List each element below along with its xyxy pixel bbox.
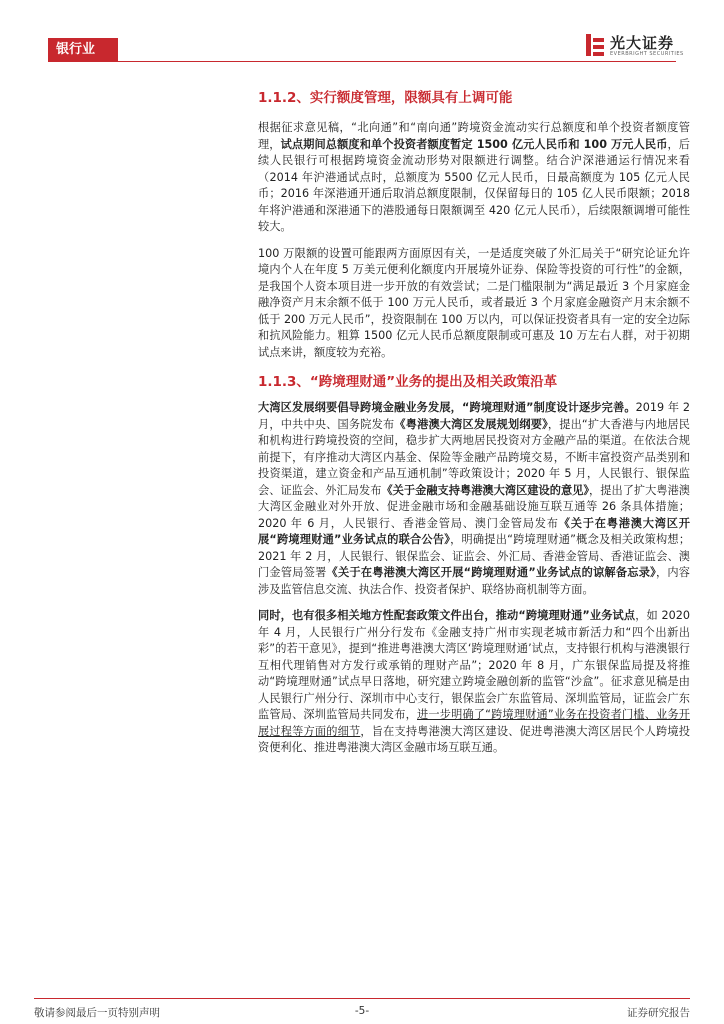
paragraph [258, 608, 690, 757]
text-run: ，明确提出“跨境理财通”概念及相关政策构想；2021 年 2 月，人民银行、银保监会、证监会、外汇局、香港金管局、香港证监会、澳门金管局签署 [258, 533, 691, 579]
page-header [0, 0, 724, 72]
brand-subtitle: EVERBRIGHT SECURITIES [610, 51, 684, 57]
text-run: 试点期间总额度和单个投资者额度暂定 1500 亿元人民币和 100 万元人民币 [280, 137, 668, 151]
text-run: 进一步明确了“跨境理财通”业务在投资者门槛、业务开展过程等方面的细节 [258, 708, 690, 738]
text-run: 《关于在粤港澳大湾区开展“跨境理财通”业务试点的谅解备忘录》 [326, 566, 656, 579]
text-run: ，内容涉及监管信息交流、执法合作、投资者保护、联络协商机制等方面。 [258, 566, 690, 596]
text-run: 根据征求意见稿，“北向通”和“南向通”跨境资金流动实行总额度和单个投资者额度管理， [258, 121, 690, 151]
text-run: 100 万限额的设置可能跟两方面原因有关，一是适度突破了外汇局关于“研究论证允许境内个人在年度 5 万美元便利化额度内开展境外证券、保险等投资的可行性”的金额，是我国个人资本项目进一步开放的有效尝试；二是门槛限制为“满足最近 3 个月家庭金融净资产月末余额不低于 100 万元人民币，或者最近 3 个月家庭金融资产月末余额不低于 200 万元人民币”，投资限制在 100 万以内，可以保证投资者具有一定的安全边际和抗风险能力。粗算 1500 亿元人民币总额度限制或可惠及 10 万左右人群，对于初期试点来讲，额度较为充裕。 [258, 246, 690, 359]
section-tag: 银行业 [48, 38, 118, 62]
brand-mark-icon [584, 32, 606, 58]
paragraph [258, 400, 690, 598]
text-run: 《关于金融支持粤港澳大湾区建设的意见》 [381, 483, 590, 497]
footer-divider [34, 998, 690, 999]
footer-report-type: 证券研究报告 [627, 1007, 690, 1019]
text-run: 《关于在粤港澳大湾区开展“跨境理财通”业务试点的联合公告》 [258, 516, 690, 546]
text-run: 同时，也有很多相关地方性配套政策文件出台，推动“跨境理财通”业务试点 [258, 609, 636, 622]
text-run: 2019 年 2 月，中共中央、国务院发布 [258, 401, 690, 431]
text-run: ，后续人民银行可根据跨境资金流动形势对限额进行调整。结合沪深港通运行情况来看（2014 年沪港通试点时，总额度为 5500 亿元人民币，日最高额度为 105 亿元人民币；2016 年深港通开通后取消总额度限制，仅保留每日的 105 亿人民币限额；2018 年将沪港通和深港通下的港股通每日限额调至 420 亿元人民币），后续限额调增可能性较大。 [258, 137, 690, 233]
text-run: ，如 2020 年 4 月，人民银行广州分行发布《金融支持广州市实现老城市新活力和“四个出新出彩”的若干意见》，提到“推进粤港澳大湾区‘跨境理财通’试点，支持银行机构与港澳银行互相代理销售对方发行或承销的理财产品”；2020 年 8 月，广东银保监局提及将推动“跨境理财通”试点早日落地，研究建立跨境金融创新的监管“沙盒”。征求意见稿是由人民银行广州分行、深圳市中心支行，银保监会广东监管局、深圳监管局，证监会广东监管局、深圳监管局共同发布， [258, 609, 690, 721]
brand-name: 光大证券 [610, 34, 675, 52]
brand-logo [584, 30, 684, 60]
text-run: 大湾区发展纲要倡导跨境金融业务发展，“跨境理财通”制度设计逐步完善。 [258, 401, 636, 414]
paragraph [258, 120, 690, 236]
section-heading-1-1-3: 1.1.3、“跨境理财通”业务的提出及相关政策沿革 [258, 374, 558, 390]
text-run: ，旨在支持粤港澳大湾区建设、促进粤港澳大湾区居民个人跨境投资便利化、推进粤港澳大湾区金融市场互联互通。 [258, 724, 690, 754]
text-run: ，提出“扩大香港与内地居民和机构进行跨境投资的空间，稳步扩大两地居民投资对方金融产品的渠道。在依法合规前提下，有序推动大湾区内基金、保险等金融产品跨境交易，不断丰富投资产品类别和投资渠道，建立资金和产品互通机制”等政策设计；2020 年 5 月，人民银行、银保监会、证监会、外汇局发布 [258, 417, 690, 497]
header-divider [48, 61, 676, 62]
footer-disclaimer: 敬请参阅最后一页特别声明 [34, 1007, 160, 1019]
report-body [258, 82, 690, 757]
text-run: 《粤港澳大湾区发展规划纲要》 [394, 417, 548, 431]
text-run: ，提出了扩大粤港澳大湾区金融业对外开放、促进金融市场和金融基础设施互联互通等 26 条具体措施；2020 年 6 月，人民银行、香港金管局、澳门金管局发布 [258, 483, 690, 530]
page-number: -5- [354, 1005, 370, 1017]
section-heading-1-1-2: 1.1.2、实行额度管理，限额具有上调可能 [258, 90, 513, 106]
paragraph [258, 246, 690, 362]
